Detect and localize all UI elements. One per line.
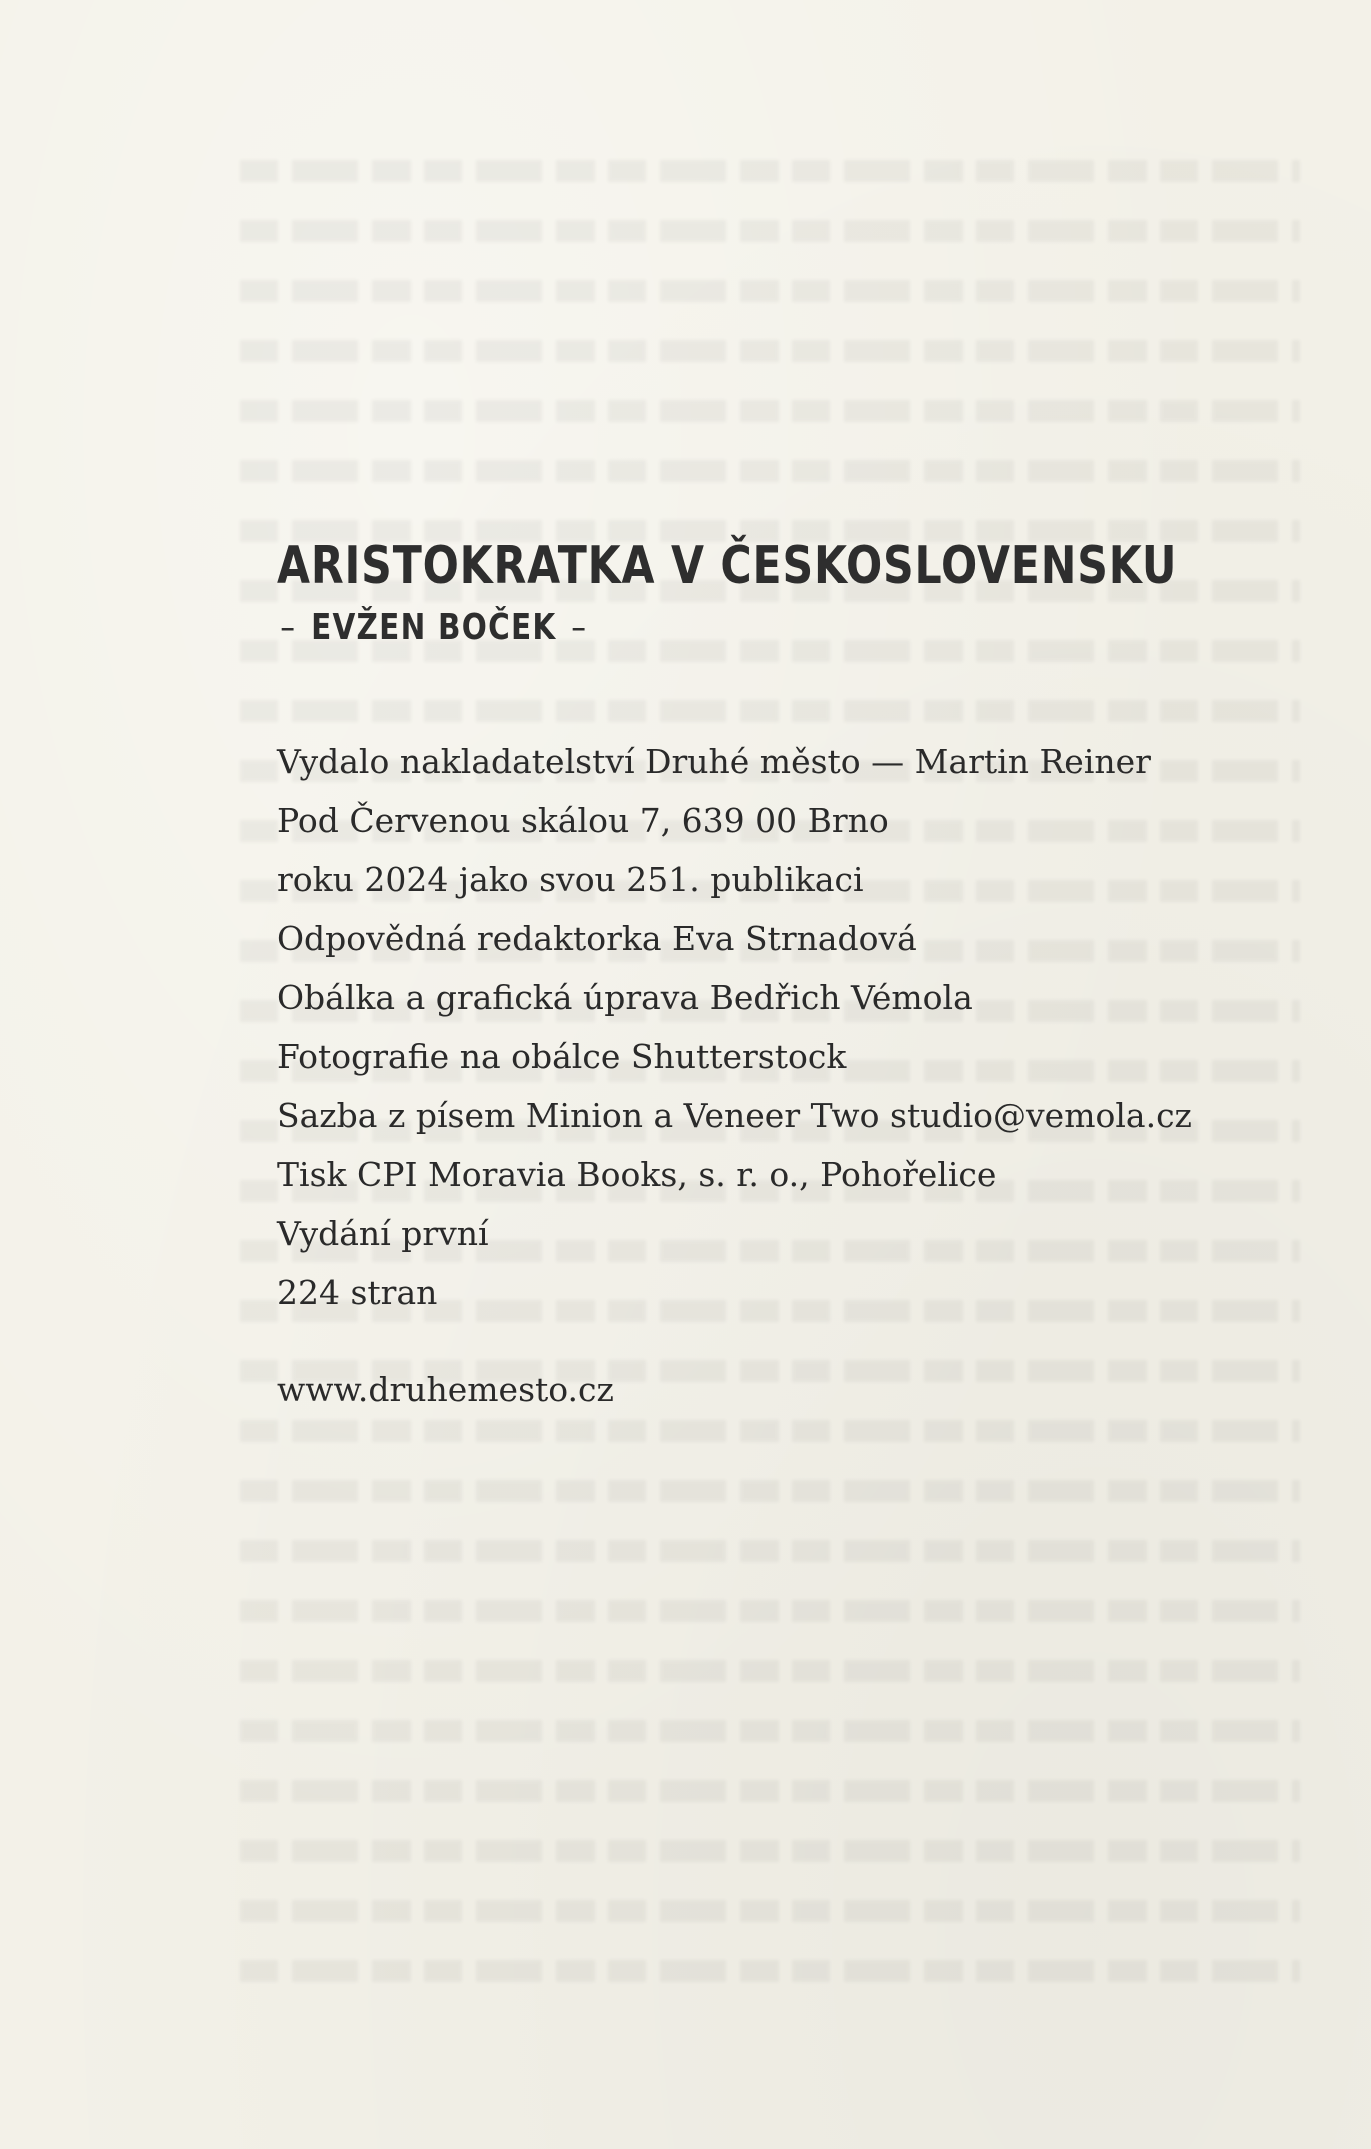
- ghost-line: [240, 1720, 1300, 1742]
- ghost-line: [240, 1660, 1300, 1682]
- imprint-year: roku 2024 jako svou 251. publikaci: [277, 860, 864, 899]
- imprint-printer: Tisk CPI Moravia Books, s. r. o., Pohořelice: [277, 1155, 997, 1194]
- ghost-line: [240, 1480, 1300, 1502]
- ghost-line: [240, 1540, 1300, 1562]
- ghost-line: [240, 220, 1300, 242]
- imprint-cover-photo: Fotografie na obálce Shutterstock: [277, 1037, 847, 1076]
- ghost-line: [240, 1600, 1300, 1622]
- author-line: [277, 606, 1146, 650]
- ghost-line: [240, 1840, 1300, 1862]
- publisher-website: www.druhemesto.cz: [277, 1370, 614, 1409]
- imprint-page-count: 224 stran: [277, 1273, 438, 1312]
- author-dash-left: –: [280, 607, 297, 648]
- ghost-line: [240, 1420, 1300, 1442]
- ghost-line: [240, 1960, 1300, 1982]
- ghost-line: [240, 340, 1300, 362]
- ghost-line: [240, 1780, 1300, 1802]
- ghost-line: [240, 1900, 1300, 1922]
- ghost-line: [240, 160, 1300, 182]
- imprint-block: [277, 732, 1337, 1322]
- author-name: EVŽEN BOČEK: [311, 607, 557, 648]
- imprint-publisher: Vydalo nakladatelství Druhé město — Martin Reiner: [277, 742, 1151, 781]
- author-dash-right: –: [571, 607, 588, 648]
- imprint-cover-design: Obálka a grafická úprava Bedřich Vémola: [277, 978, 973, 1017]
- imprint-typesetting: Sazba z písem Minion a Veneer Two studio@vemola.cz: [277, 1096, 1192, 1135]
- book-title: ARISTOKRATKA V ČESKOSLOVENSKU: [277, 536, 1178, 596]
- ghost-line: [240, 400, 1300, 422]
- imprint-edition: Vydání první: [277, 1214, 489, 1253]
- imprint-editor: Odpovědná redaktorka Eva Strnadová: [277, 919, 917, 958]
- ghost-line: [240, 280, 1300, 302]
- imprint-address: Pod Červenou skálou 7, 639 00 Brno: [277, 801, 889, 840]
- colophon: [277, 536, 1337, 1419]
- ghost-line: [240, 460, 1300, 482]
